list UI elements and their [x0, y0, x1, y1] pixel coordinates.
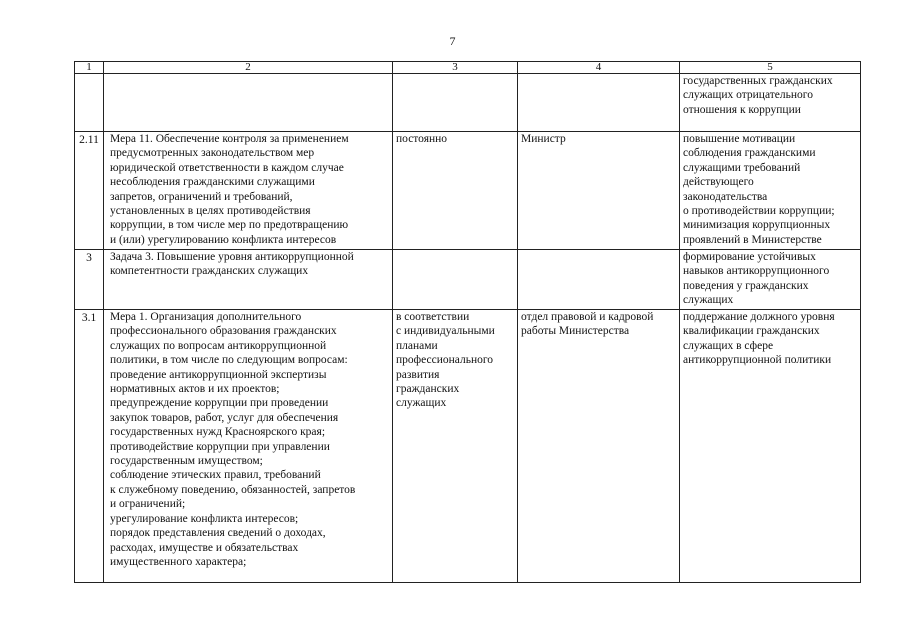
measure-cell	[104, 250, 393, 310]
row-number-cell: 2.11	[75, 132, 104, 250]
text-line: планами	[396, 339, 438, 352]
text-line: расходах, имуществе и обязательствах	[110, 541, 299, 554]
column-header: 3	[393, 62, 518, 74]
text-line: несоблюдения гражданскими служащими	[110, 176, 315, 189]
text-line: поведения у гражданских	[683, 279, 809, 292]
measure-cell	[104, 132, 393, 250]
text-line: отношения к коррупции	[683, 103, 801, 116]
text-line: установленных в целях противодействия	[110, 205, 311, 218]
text-line: коррупции, в том числе мер по предотвращению	[110, 219, 349, 232]
text-line: и (или) урегулированию конфликта интересов	[110, 233, 337, 246]
text-line: в соответствии	[396, 311, 470, 323]
text-line: профессионального	[396, 354, 494, 367]
table-row	[75, 250, 861, 310]
text-line: постоянно	[396, 133, 448, 145]
text-line: государственных нужд Красноярского края;	[110, 426, 326, 439]
text-line: навыков антикоррупционного	[683, 265, 830, 278]
text-line: соблюдение этических правил, требований	[110, 469, 321, 482]
text-line: служащими требований	[683, 161, 801, 174]
text-line: действующего	[683, 176, 754, 189]
column-header: 4	[518, 62, 680, 74]
page-number: 7	[449, 34, 456, 48]
executor-cell	[518, 310, 680, 583]
period-cell	[393, 74, 518, 132]
row-number-cell: 3.1	[75, 310, 104, 583]
result-cell	[680, 310, 861, 583]
result-cell	[680, 74, 861, 132]
text-line: запретов, ограничений и требований,	[110, 190, 293, 203]
text-line: предупреждение коррупции при проведении	[110, 397, 329, 410]
text-line: проявлений в Министерстве	[683, 233, 822, 246]
text-line: квалификации гражданских	[683, 325, 820, 338]
row-number-cell: 3	[75, 250, 104, 310]
text-line: закупок товаров, работ, услуг для обеспечения	[110, 411, 339, 424]
text-line: порядок представления сведений о доходах,	[110, 527, 326, 540]
text-line: с индивидуальными	[396, 325, 495, 338]
row-number-cell	[75, 74, 104, 132]
text-line: служащих	[396, 397, 447, 410]
text-line: Мера 11. Обеспечение контроля за применением	[110, 133, 349, 145]
result-cell	[680, 132, 861, 250]
executor-cell	[518, 250, 680, 310]
column-header: 2	[104, 62, 393, 74]
text-line: и ограничений;	[110, 498, 186, 511]
text-line: Мера 1. Организация дополнительного	[110, 311, 302, 323]
text-line: профессионального образования гражданских	[110, 325, 337, 338]
table-row	[75, 74, 861, 132]
text-line: проведение антикоррупционной экспертизы	[110, 368, 327, 381]
period-cell	[393, 132, 518, 250]
text-line: Министр	[521, 133, 566, 145]
text-line: законодательства	[683, 190, 768, 203]
measure-cell	[104, 74, 393, 132]
text-line: государственным имуществом;	[110, 455, 263, 468]
measure-cell	[104, 310, 393, 583]
text-line: отдел правовой и кадровой	[521, 311, 654, 323]
text-line: противодействие коррупции при управлении	[110, 440, 330, 453]
period-cell	[393, 250, 518, 310]
text-line: минимизация коррупционных	[683, 219, 831, 232]
text-line: соблюдения гражданскими	[683, 147, 816, 160]
text-line: политики, в том числе по следующим вопросам:	[110, 354, 348, 367]
text-line: о противодействии коррупции;	[683, 205, 835, 218]
period-cell	[393, 310, 518, 583]
text-line: юридической ответственности в каждом случае	[110, 161, 344, 174]
table-row	[75, 310, 861, 583]
text-line: развития	[396, 368, 440, 381]
text-line: гражданских	[396, 383, 460, 396]
text-line: государственных гражданских	[683, 75, 833, 87]
text-line: служащих отрицательного	[683, 89, 813, 102]
text-line: служащих по вопросам антикоррупционной	[110, 339, 327, 352]
text-line: антикоррупционной политики	[683, 354, 832, 367]
result-cell	[680, 250, 861, 310]
text-line: поддержание должного уровня	[683, 311, 835, 323]
text-line: служащих	[683, 294, 734, 307]
text-line: Задача 3. Повышение уровня антикоррупционной	[110, 251, 354, 263]
header-row	[75, 62, 861, 74]
text-line: формирование устойчивых	[683, 251, 816, 263]
column-header: 1	[75, 62, 104, 74]
executor-cell	[518, 132, 680, 250]
text-line: урегулирование конфликта интересов;	[110, 512, 299, 525]
text-line: служащих в сфере	[683, 339, 774, 352]
table-row	[75, 132, 861, 250]
text-line: предусмотренных законодательством мер	[110, 147, 315, 160]
text-line: нормативных актов и их проектов;	[110, 383, 280, 396]
text-line: имущественного характера;	[110, 555, 247, 568]
executor-cell	[518, 74, 680, 132]
text-line: повышение мотивации	[683, 133, 796, 145]
column-header: 5	[680, 62, 861, 74]
text-line: к служебному поведению, обязанностей, запретов	[110, 483, 356, 496]
text-line: компетентности гражданских служащих	[110, 265, 309, 278]
text-line: работы Министерства	[521, 325, 630, 338]
measures-table	[74, 61, 861, 583]
